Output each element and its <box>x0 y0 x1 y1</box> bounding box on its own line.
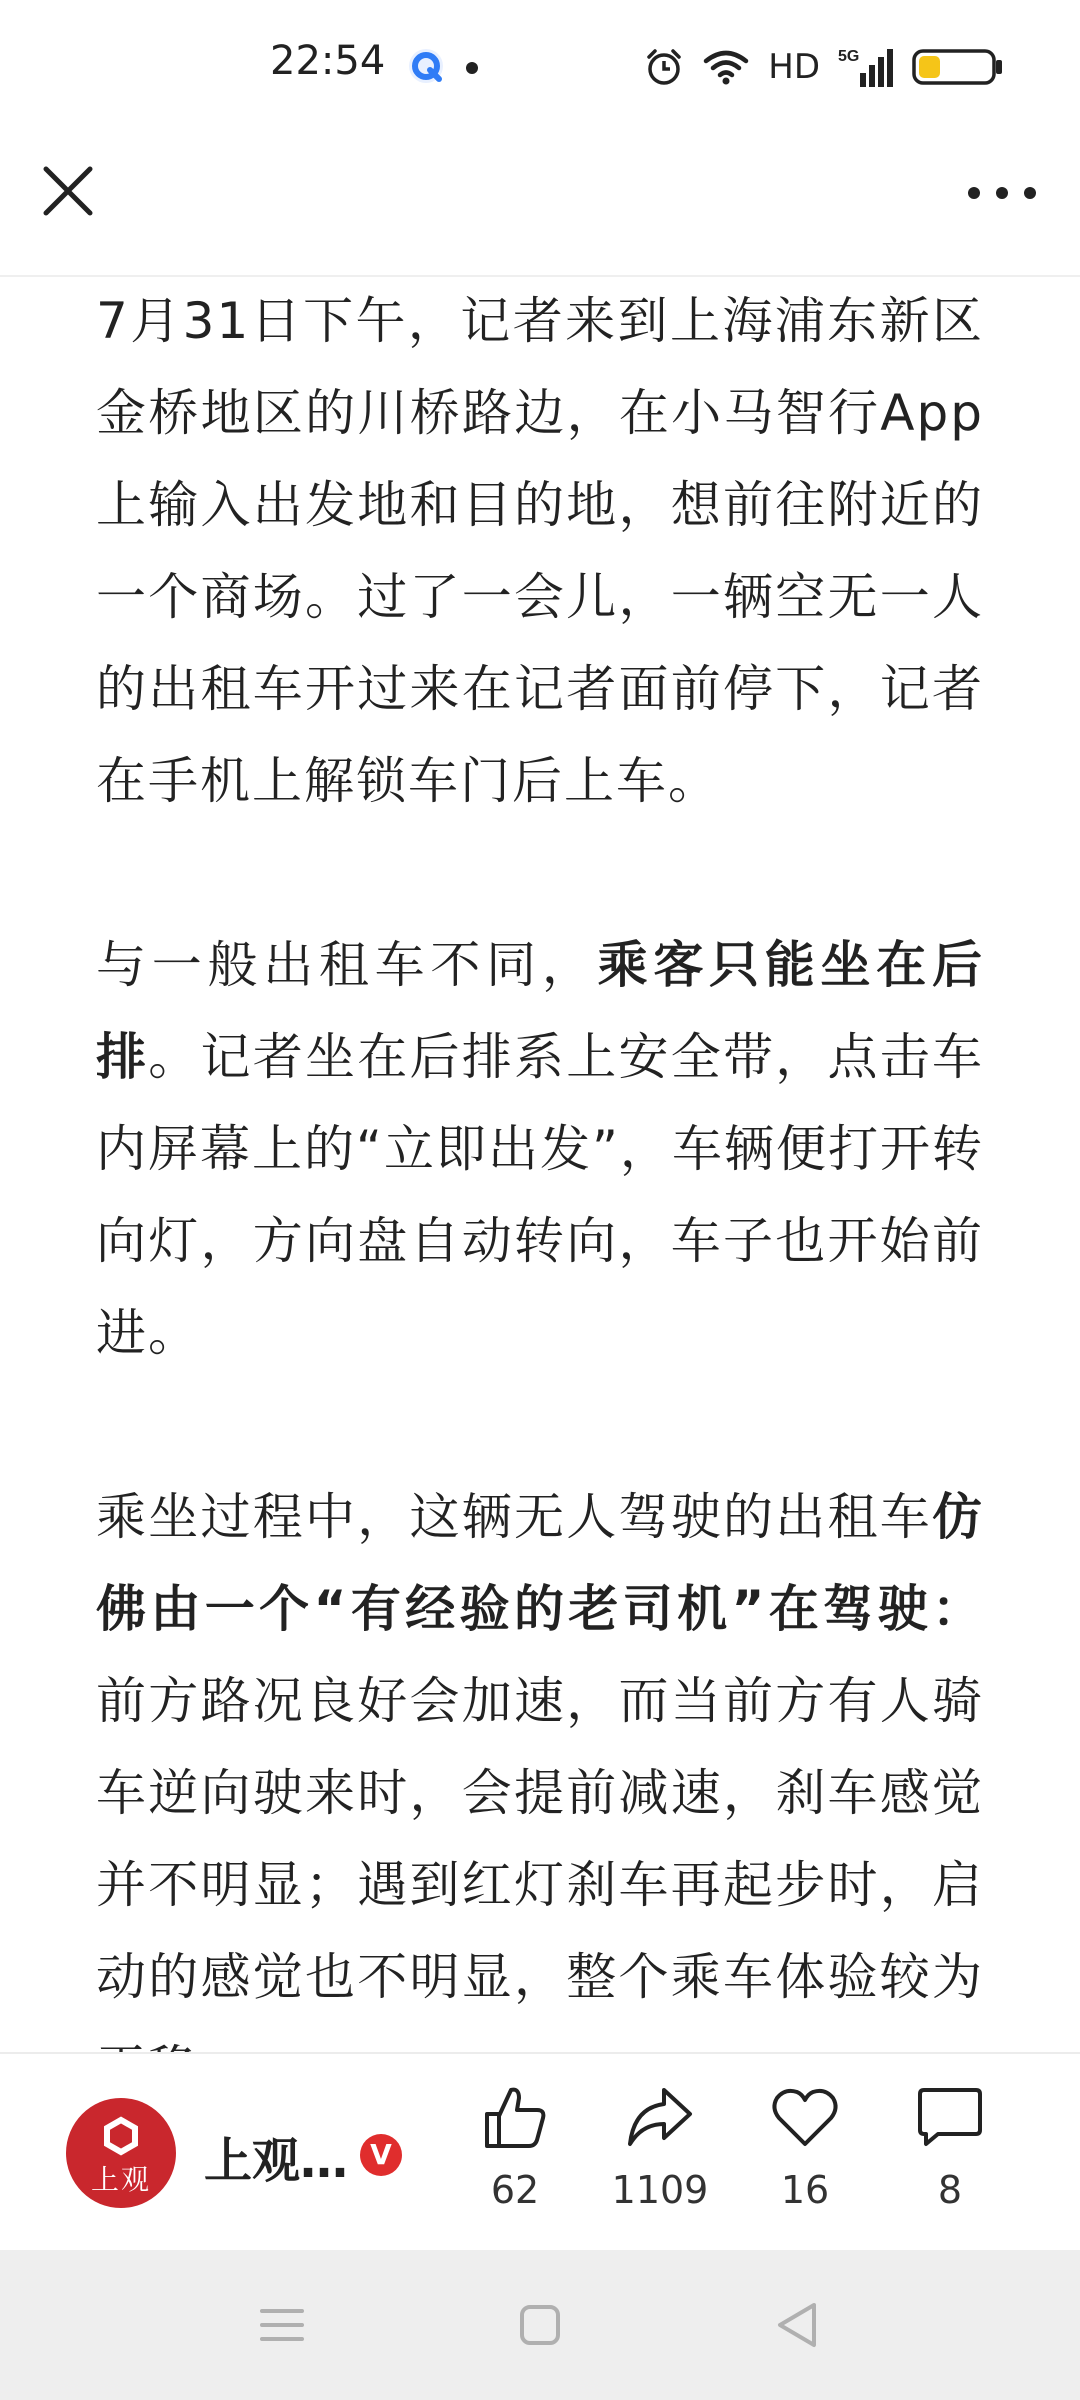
article-paragraph <box>96 1471 984 2115</box>
battery-icon <box>912 49 1004 85</box>
article-toolbar <box>0 135 1080 277</box>
paragraph-text: 。记者坐在后排系上安全带，点击车内屏幕上的“立即出发”，车辆便打开转向灯，方向盘自动转向，车子也开始前进。 <box>96 1028 984 1362</box>
status-icons <box>644 44 1004 90</box>
paragraph-text: 乘坐过程中，这辆无人驾驶的出租车 <box>96 1488 932 1546</box>
signal-icon <box>838 45 894 89</box>
status-bar <box>0 0 1080 135</box>
alarm-icon <box>644 47 684 87</box>
article-paragraph <box>96 275 984 827</box>
notification-dot <box>466 62 478 74</box>
action-bar <box>0 2052 1080 2252</box>
more-icon[interactable] <box>960 165 1044 221</box>
menu-icon[interactable] <box>252 2295 312 2355</box>
share-icon <box>624 2082 696 2154</box>
verified-badge: V <box>360 2134 402 2176</box>
paragraph-text: 前方路况良好会加速，而当前方有人骑车逆向驶来时，会提前减速，刹车感觉并不明显；遇到红灯刹车再起步时，启动的感觉也不明显，整个乘车体验较为 <box>96 1672 984 2006</box>
app-notification-icon <box>406 46 446 86</box>
comment-icon <box>914 2082 986 2154</box>
like-button[interactable] <box>445 2082 585 2232</box>
source-avatar-text: 上观 <box>90 2163 151 2196</box>
comment-button[interactable] <box>880 2082 1020 2232</box>
source-name[interactable]: 上观… <box>204 2133 349 2189</box>
paragraph-bold-text: 乘客只能坐在后排 <box>96 936 985 1086</box>
like-count: 62 <box>490 2168 540 2212</box>
heart-icon <box>769 2082 841 2154</box>
paragraph-bold-text: 仿佛由一个“有经验的老司机”在驾驶： <box>96 1488 984 1638</box>
network-type-label: HD <box>768 47 820 87</box>
signal-label: 5G <box>838 48 860 65</box>
favorite-button[interactable] <box>735 2082 875 2232</box>
wifi-icon <box>702 47 750 87</box>
source-avatar[interactable] <box>66 2098 176 2208</box>
favorite-count: 16 <box>780 2168 830 2212</box>
system-nav-bar <box>0 2250 1080 2400</box>
back-icon[interactable] <box>768 2295 828 2355</box>
share-count: 1109 <box>611 2168 709 2212</box>
close-icon[interactable] <box>36 159 100 223</box>
home-icon[interactable] <box>510 2295 570 2355</box>
comment-count: 8 <box>937 2168 963 2212</box>
status-time: 22:54 <box>270 38 386 84</box>
article-paragraph <box>96 919 984 1379</box>
paragraph-text: 与一般出租车不同， <box>96 936 598 994</box>
article-body <box>96 275 984 2052</box>
share-button[interactable] <box>590 2082 730 2232</box>
paragraph-text: 7月31日下午，记者来到上海浦东新区金桥地区的川桥路边，在小马智行App上输入出发地和目的地，想前往附近的一个商场。过了一会儿，一辆空无一人的出租车开过来在记者面前停下，记者在手机上解锁车门后上车。 <box>96 292 984 810</box>
thumbs-up-icon <box>479 2082 551 2154</box>
